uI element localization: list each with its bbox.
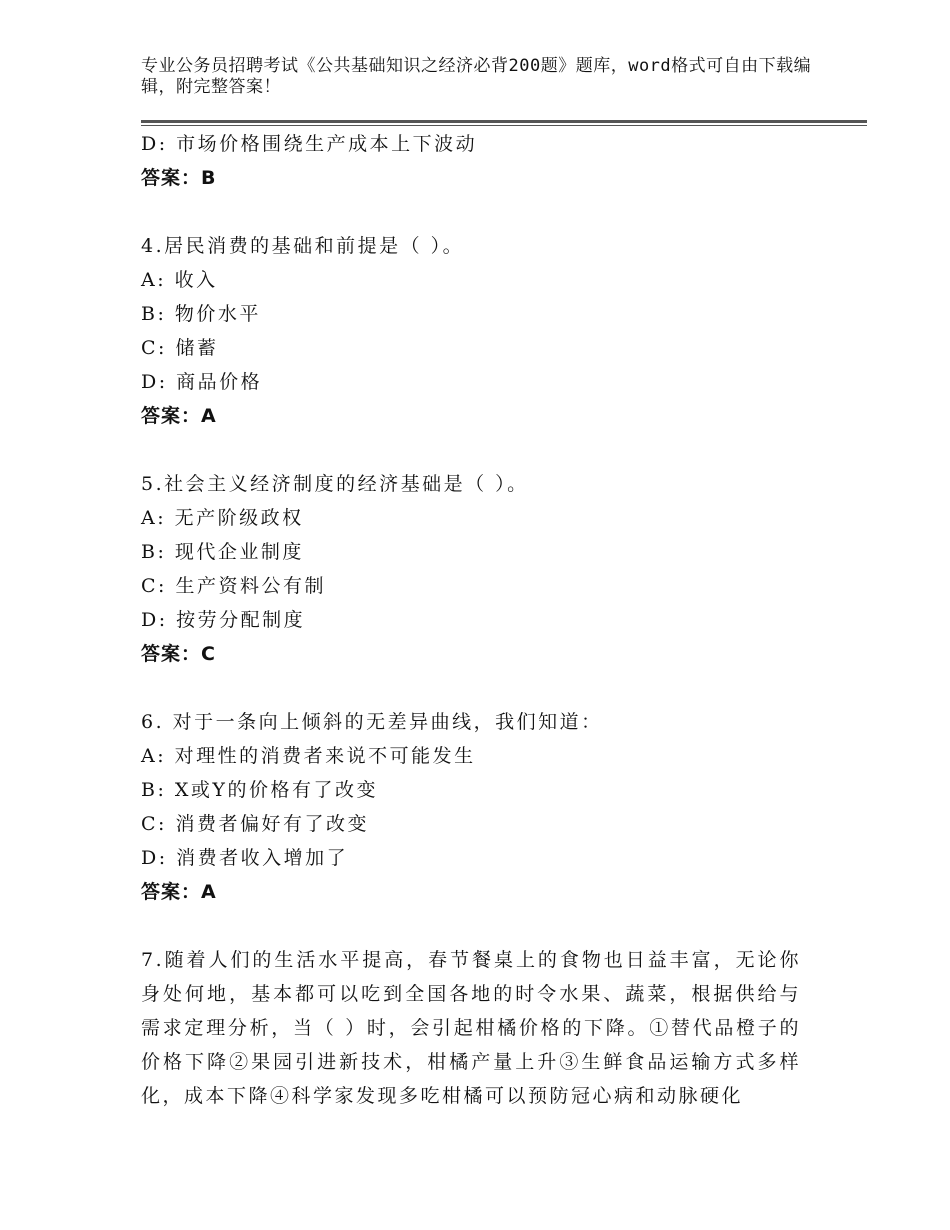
q6-option-c: C: 消费者偏好有了改变 — [141, 813, 369, 835]
q3-option-d: D: 市场价格围绕生产成本上下波动 — [141, 133, 478, 155]
q4-option-d: D: 商品价格 — [141, 371, 263, 393]
q6-option-d: D: 消费者收入增加了 — [141, 847, 349, 869]
q6-option-b: B: X或Y的价格有了改变 — [141, 779, 378, 801]
q4-option-b: B: 物价水平 — [141, 303, 261, 325]
q5-stem: 5.社会主义经济制度的经济基础是（ ）。 — [141, 473, 529, 495]
header-divider-thin — [141, 125, 867, 126]
q4-option-c: C: 储蓄 — [141, 337, 219, 359]
q4-answer: 答案：A — [141, 405, 217, 427]
q6-stem: 6. 对于一条向上倾斜的无差异曲线，我们知道： — [141, 711, 603, 733]
q5-option-d: D: 按劳分配制度 — [141, 609, 306, 631]
question-content — [141, 127, 831, 1113]
document-header: 专业公务员招聘考试《公共基础知识之经济必背200题》题库，word格式可自由下载编辑，附完整答案！ — [141, 56, 812, 97]
q3-answer: 答案：B — [141, 167, 217, 189]
q5-option-a: A: 无产阶级政权 — [141, 507, 304, 529]
q5-option-b: B: 现代企业制度 — [141, 541, 304, 563]
q6-answer: 答案：A — [141, 881, 217, 903]
q4-option-a: A: 收入 — [141, 269, 218, 291]
q6-option-a: A: 对理性的消费者来说不可能发生 — [141, 745, 476, 767]
spacer — [141, 195, 831, 229]
q5-option-c: C: 生产资料公有制 — [141, 575, 326, 597]
q7-stem: 7.随着人们的生活水平提高，春节餐桌上的食物也日益丰富，无论你身处何地，基本都可以吃到全国各地的时令水果、蔬菜，根据供给与需求定理分析，当（ ）时，会引起柑橘价格的下降。①替代品橙子的价格下降②果园引进新技术，柑橘产量上升③生鲜食品运输方式多样化，成本下降④科学家发现多吃柑橘可以预防冠心病和动脉硬化 — [141, 949, 801, 1107]
spacer — [141, 909, 831, 943]
q5-answer: 答案：C — [141, 643, 216, 665]
spacer — [141, 433, 831, 467]
header-divider — [141, 120, 867, 123]
spacer — [141, 671, 831, 705]
q4-stem: 4.居民消费的基础和前提是（ ）。 — [141, 235, 465, 257]
